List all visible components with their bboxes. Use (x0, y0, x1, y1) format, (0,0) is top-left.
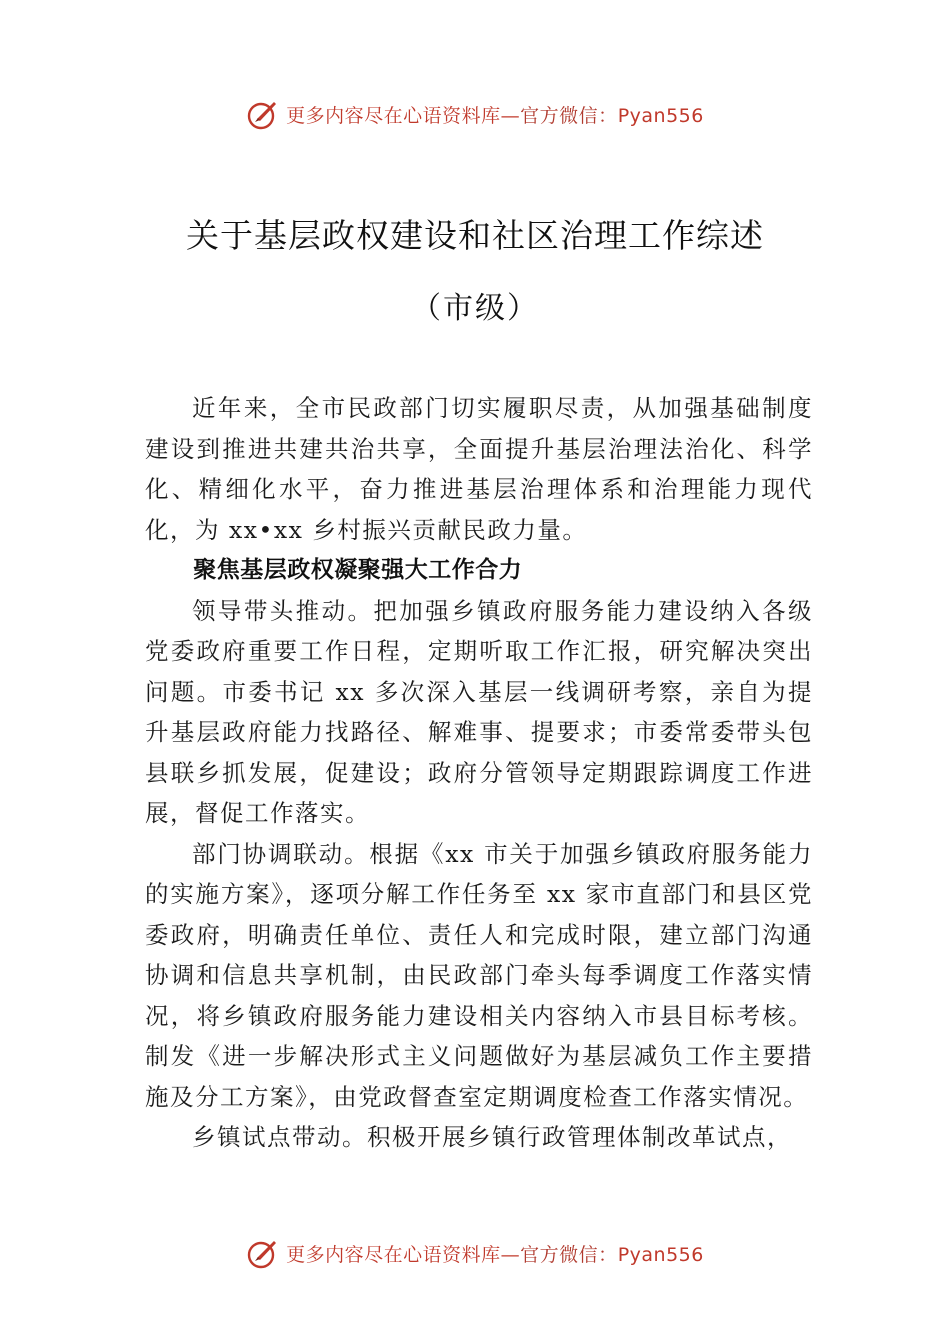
intro-paragraph: 近年来，全市民政部门切实履职尽责，从加强基础制度建设到推进共建共治共享，全面提升基层治理法治化、科学化、精细化水平，奋力推进基层治理体系和治理能力现代化，为 xx•xx 乡村振兴贡献民政力量。 (145, 394, 813, 544)
header-watermark (0, 94, 950, 134)
watermark-wechat-id: Pyan556 (617, 1243, 704, 1266)
document-title: 关于基层政权建设和社区治理工作综述 (186, 216, 764, 255)
watermark-wechat-label: 官方微信： (520, 1243, 618, 1266)
body-paragraph: 领导带头推动。把加强乡镇政府服务能力建设纳入各级党委政府重要工作日程，定期听取工作汇报，研究解决突出问题。市委书记 xx 多次深入基层一线调研考察，亲自为提升基层政府能力找路径、解难事、提要求；市委常委带头包县联乡抓发展，促建设；政府分管领导定期跟踪调度工作进展，督促工作落实。 (145, 596, 813, 827)
watermark-wechat-id: Pyan556 (617, 104, 704, 127)
body-paragraph: 部门协调联动。根据《xx 市关于加强乡镇政府服务能力的实施方案》，逐项分解工作任务至 xx 家市直部门和县区党委政府，明确责任单位、责任人和完成时限，建立部门沟通协调和信息共享机制，由民政部门牵头每季调度工作落实情况，将乡镇政府服务能力建设相关内容纳入市县目标考核。 制发《进一步解决形式主义问题做好为基层减负工作主要措施及分工方案》，由党政督查室定期调度检查工作落实情况。 (145, 839, 813, 1111)
watermark-slogan: 更多内容尽在心语资料库 (286, 104, 501, 127)
watermark-text (286, 101, 704, 128)
body-paragraph: 乡镇试点带动。积极开展乡镇行政管理体制改革试点， (192, 1123, 792, 1151)
watermark-separator: — (500, 104, 521, 127)
watermark-text (286, 1240, 704, 1267)
document-body (145, 388, 813, 1158)
watermark-slogan: 更多内容尽在心语资料库 (286, 1243, 501, 1266)
watermark-wechat-label: 官方微信： (520, 104, 618, 127)
section-heading: 聚焦基层政权凝聚强大工作合力 (193, 557, 523, 583)
watermark-separator: — (500, 1243, 521, 1266)
document-subtitle: （市级） (411, 291, 539, 326)
quill-logo-icon (246, 97, 280, 131)
quill-logo-icon (246, 1236, 280, 1270)
footer-watermark (0, 1233, 950, 1273)
